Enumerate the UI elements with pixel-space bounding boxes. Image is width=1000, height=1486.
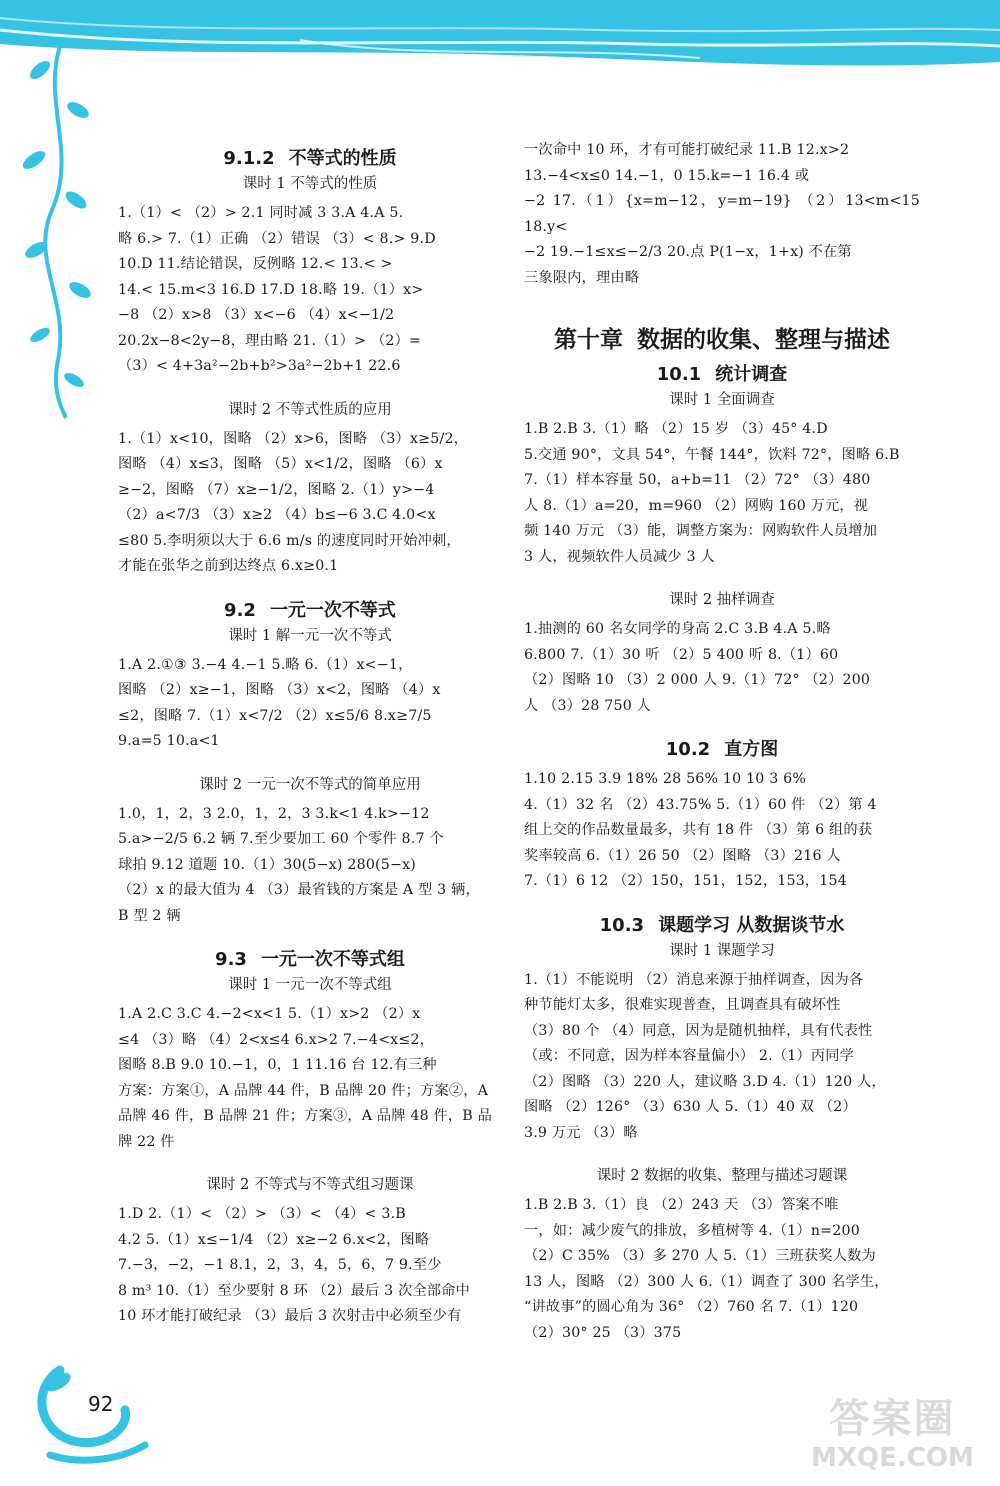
answer-line: （或：不同意，因为样本容量偏小） 2.（1）丙同学 (524, 1048, 855, 1064)
answer-line: 9.a=5 10.a<1 (118, 733, 220, 749)
section-number: 9.3 (215, 949, 247, 970)
section-heading-9-2 (118, 596, 502, 622)
answer-line: 图略 8.B 9.0 10.−1，0，1 11.16 台 12.有三种 (118, 1057, 437, 1073)
section-number: 9.2 (224, 599, 256, 621)
section-heading-10-1 (524, 360, 920, 386)
answer-block (118, 653, 502, 755)
answer-line: 5.a>−2/5 6.2 辆 7.至少要加工 60 个零件 8.7 个 (118, 831, 444, 847)
answer-line: 牌 22 件 (118, 1133, 175, 1150)
answer-line: 10 环才能打破纪录 （3）最后 3 次射击中必须至少有 (118, 1308, 462, 1324)
answer-line: （2）30° 25 （3）375 (524, 1324, 682, 1341)
section-title: 直方图 (724, 739, 779, 760)
answer-line: （2）图略 10 （3）2 000 人 9.（1）72° （2）200 (524, 672, 871, 688)
answer-line: 图略 （2）126° （3）630 人 5.（1）40 双 （2） (524, 1099, 857, 1115)
left-column (118, 138, 502, 1330)
answer-line: 1.D 2.（1）< （2）> （3）< （4）< 3.B (118, 1206, 406, 1222)
answer-block (524, 1193, 920, 1346)
answer-line: 4.（1）32 名 （2）43.75% 5.（1）60 件 （2）第 4 (524, 796, 877, 813)
answer-line: 7.（1）样本容量 50，a+b=11 （2）72° （3）480 (524, 472, 871, 488)
answer-line: 人 （3）28 750 人 (524, 697, 652, 714)
answer-line: 7.（1）6 12 （2）150，151，152，153，154 (524, 873, 847, 889)
answer-line: 1.A 2.①③ 3.−4 4.−1 5.略 6.（1）x<−1， (118, 656, 413, 673)
answer-line: 种节能灯太多，很难实现普查，且调查具有破坏性 (524, 997, 841, 1013)
answer-line: 4.2 5.（1）x≤−1/4 （2）x≥−2 6.x<2，图略 (118, 1231, 430, 1248)
answer-line: ≥−2，图略 （7）x≥−1/2，图略 2.（1）y>−4 (118, 481, 435, 498)
lesson-heading: 课时 2 不等式性质的应用 (228, 401, 392, 418)
answer-line: 1.A 2.C 3.C 4.−2<x<1 5.（1）x>2 （2）x (118, 1006, 421, 1022)
answer-block (118, 201, 502, 380)
section-title: 统计调查 (715, 364, 788, 385)
lesson-heading: 课时 2 数据的收集、整理与描述习题课 (596, 1168, 848, 1184)
section-heading-10-3 (524, 911, 920, 937)
chapter-title: 数据的收集、整理与描述 (637, 326, 890, 353)
answer-line: 5.交通 90°，文具 54°，午餐 144°，饮料 72°，图略 6.B (524, 446, 900, 463)
answer-block (524, 617, 920, 719)
answer-line: ≤4 （3）略 （4）2<x≤4 6.x>2 7.−4<x≤2， (118, 1031, 435, 1048)
watermark-sub: MXQE.COM (811, 1443, 974, 1473)
answer-line: 频 140 万元 （3）能，调整方案为：网购软件人员增加 (524, 523, 878, 539)
answer-block-continued (524, 138, 920, 291)
answer-line: （2）C 35% （3）多 270 人 5.（1）三班获奖人数为 (524, 1248, 876, 1264)
answer-line: 方案：方案①，A 品牌 44 件，B 品牌 20 件；方案②，A (118, 1082, 489, 1099)
section-title: 一元一次不等式 (269, 599, 396, 621)
answer-line: 13 人，图略 （2）300 人 6.（1）调查了 300 名学生， (524, 1273, 889, 1290)
answer-line: 8 m³ 10.（1）至少要射 8 环 （2）最后 3 次全部命中 (118, 1282, 471, 1299)
page-number: 92 (88, 1392, 114, 1416)
section-title: 课题学习 从数据谈节水 (658, 914, 845, 936)
section-title: 不等式的性质 (288, 148, 397, 169)
answer-line: ≤80 5.李明须以大于 6.6 m/s 的速度同时开始冲刺， (118, 532, 461, 549)
answer-block (524, 417, 920, 570)
chapter-heading (524, 321, 920, 354)
answer-line: 一次命中 10 环，才有可能打破纪录 11.B 12.x>2 (524, 142, 850, 158)
section-heading-9-3 (118, 945, 502, 971)
answer-line: （3）80 个 （4）同意，因为是随机抽样，具有代表性 (524, 1022, 873, 1039)
answer-line: （2）a<7/3 （3）x≥2 （4）b≤−6 3.C 4.0<x (118, 507, 436, 523)
answer-line: 1.抽测的 60 名女同学的身高 2.C 3.B 4.A 5.略 (524, 621, 831, 637)
lesson-heading: 课时 2 不等式与不等式组习题课 (206, 1177, 414, 1193)
lesson-heading: 课时 1 一元一次不等式组 (228, 977, 392, 993)
lesson-heading: 课时 1 课题学习 (669, 942, 775, 959)
answer-line: 14.< 15.m<3 16.D 17.D 18.略 19.（1）x> (118, 281, 424, 298)
section-number: 10.1 (656, 364, 702, 385)
answer-line: （3）< 4+3a²−2b+b²>3a²−2b+1 22.6 (118, 358, 401, 374)
header-wave-decoration (0, 0, 1000, 80)
answer-line: 10.D 11.结论错误，反例略 12.< 13.< > (118, 256, 393, 272)
answer-line: 品牌 46 件，B 品牌 21 件；方案③，A 品牌 48 件，B 品 (118, 1108, 493, 1124)
right-column (524, 138, 920, 1346)
chapter-number: 第十章 (554, 326, 623, 353)
answer-block (118, 1002, 502, 1155)
answer-block (524, 767, 920, 895)
section-title: 一元一次不等式组 (260, 949, 405, 970)
section-heading-10-2 (524, 735, 920, 761)
answer-line: 才能在张华之前到达终点 6.x≥0.1 (118, 558, 339, 574)
lesson-heading: 课时 1 不等式的性质 (242, 176, 378, 192)
lesson-heading: 课时 2 抽样调查 (669, 592, 775, 608)
answer-line: 1.B 2.B 3.（1）良 （2）243 天 （3）答案不唯 (524, 1197, 839, 1213)
section-number: 10.2 (665, 739, 711, 760)
answer-block (118, 802, 502, 930)
answer-line: 20.2x−8<2y−8，理由略 21.（1）> （2）= (118, 332, 422, 349)
lesson-heading: 课时 2 一元一次不等式的简单应用 (199, 776, 421, 793)
answer-line: 1.（1）< （2）> 2.1 同时减 3 3.A 4.A 5. (118, 205, 404, 221)
answer-line: 组上交的作品数量最多，共有 18 件 （3）第 6 组的获 (524, 822, 873, 838)
vine-decoration (0, 0, 110, 420)
answer-line: 1.（1）x<10，图略 （2）x>6，图略 （3）x≥5/2， (118, 430, 469, 447)
answer-block (118, 427, 502, 580)
answer-block (118, 1202, 502, 1330)
section-number: 9.1.2 (223, 148, 275, 169)
answer-line: （2）图略 （3）220 人，建议略 3.D 4.（1）120 人， (524, 1073, 886, 1090)
answer-line: 7.−3，−2，−1 8.1，2，3，4，5，6，7 9.至少 (118, 1257, 442, 1273)
section-heading-9-1-2 (118, 144, 502, 170)
answer-line: −2 17.（1）{x=m−12，y=m−19} （2）13<m<15 18.y< (524, 193, 920, 235)
answer-line: 人 8.（1）a=20，m=960 （2）网购 160 万元，视 (524, 497, 869, 514)
lesson-heading: 课时 1 全面调查 (669, 392, 775, 408)
answer-line: “讲故事”的圆心角为 36° （2）760 名 7.（1）120 (524, 1299, 859, 1315)
answer-line: 1.（1）不能说明 （2）消息来源于抽样调查，因为各 (524, 971, 864, 988)
answer-line: 奖率较高 6.（1）26 50 （2）图略 （3）216 人 (524, 847, 841, 864)
answer-block (524, 968, 920, 1147)
answer-line: −2 19.−1≤x≤−2/3 20.点 P(1−x，1+x) 不在第 (524, 244, 852, 260)
answer-line: 13.−4<x≤0 14.−1，0 15.k=−1 16.4 或 (524, 167, 810, 184)
answer-line: B 型 2 辆 (118, 907, 181, 924)
section-number: 10.3 (599, 914, 645, 936)
answer-line: 1.B 2.B 3.（1）略 （2）15 岁 （3）45° 4.D (524, 421, 828, 437)
answer-line: 一，如：减少废气的排放，多植树等 4.（1）n=200 (524, 1222, 860, 1239)
answer-line: （2）x 的最大值为 4 （3）最省钱的方案是 A 型 3 辆， (118, 882, 480, 898)
answer-line: −8 （2）x>8 （3）x<−6 （4）x<−1/2 (118, 307, 395, 323)
answer-line: 1.10 2.15 3.9 18% 28 56% 10 10 3 6% (524, 771, 807, 787)
answer-line: 3 人，视频软件人员减少 3 人 (524, 548, 715, 565)
answer-line: 图略 （2）x≥−1，图略 （3）x<2，图略 （4）x (118, 682, 441, 698)
answer-line: 图略 （4）x≤3，图略 （5）x<1/2，图略 （6）x (118, 456, 443, 472)
answer-line: 3.9 万元 （3）略 (524, 1124, 638, 1141)
watermark-main: 答案圈 (829, 1396, 956, 1442)
watermark-logo (795, 1395, 990, 1480)
answer-line: 球拍 9.12 道题 10.（1）30(5−x) 280(5−x) (118, 856, 417, 873)
answer-line: 6.800 7.（1）30 听 （2）5 400 听 8.（1）60 (524, 646, 839, 663)
answer-line: ≤2，图略 7.（1）x<7/2 （2）x≤5/6 8.x≥7/5 (118, 707, 432, 724)
answer-line: 1.0，1，2，3 2.0，1，2，3 3.k<1 4.k>−12 (118, 805, 430, 822)
lesson-heading: 课时 1 解一元一次不等式 (228, 627, 392, 644)
answer-line: 三象限内，理由略 (524, 269, 640, 286)
answer-line: 略 6.> 7.（1）正确 （2）错误 （3）< 8.> 9.D (118, 230, 436, 247)
